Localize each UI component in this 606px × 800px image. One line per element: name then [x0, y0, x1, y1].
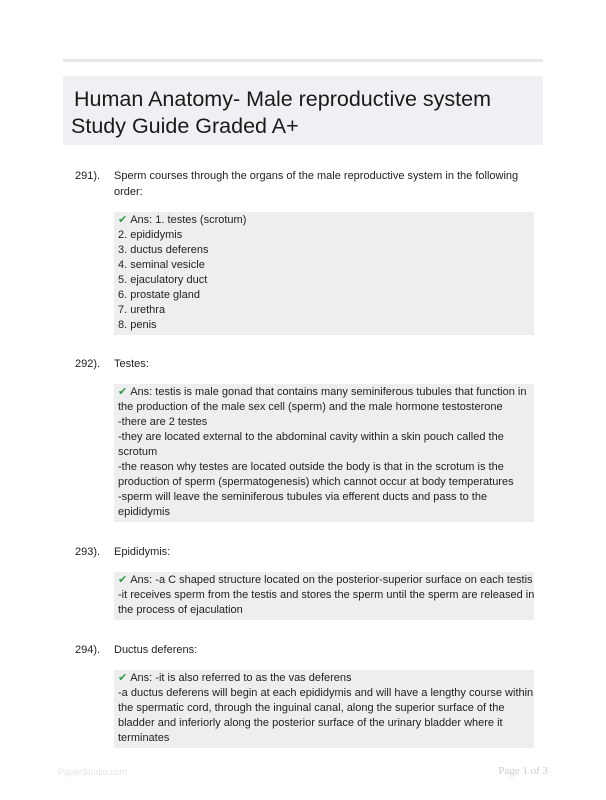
page-indicator: Page 1 of 3 [498, 765, 548, 777]
check-icon: ✔ [118, 672, 128, 684]
answer-line: the production of the male sex cell (sperm) and the male hormone testosterone [118, 401, 503, 413]
answer-line: 8. penis [118, 319, 157, 331]
answer-line: ✔ Ans: 1. testes (scrotum) [118, 214, 247, 226]
document-title-box [63, 76, 543, 145]
answer-line: production of sperm (spermatogenesis) which cannot occur at body temperatures [118, 476, 514, 488]
answer-box [114, 384, 534, 522]
answer-line: 2. epididymis [118, 229, 183, 241]
answer-line: 6. prostate gland [118, 289, 200, 301]
question-number: 292). [75, 358, 101, 370]
question-header [75, 356, 545, 372]
answer-line: -they are located external to the abdominal cavity within a skin pouch called the [118, 431, 504, 443]
check-icon: ✔ [118, 386, 128, 398]
top-divider [63, 59, 543, 62]
answer-line: ✔ Ans: -it is also referred to as the vas deferens [118, 672, 352, 684]
answer-line: the process of ejaculation [118, 604, 243, 616]
question-293 [75, 544, 545, 620]
question-text: Epididymis: [114, 546, 171, 558]
answer-line: bladder and inferiorly along the posterior surface of the urinary bladder where it [118, 717, 503, 729]
question-header [75, 544, 545, 560]
answer-line: the spermatic cord, through the inguinal canal, along the superior surface of the [118, 702, 505, 714]
answer-box [114, 212, 534, 335]
answer-line: epididymis [118, 506, 170, 518]
document-title-line-1: Human Anatomy- Male reproductive system [74, 87, 492, 111]
document-title-line-2: Study Guide Graded A+ [71, 114, 299, 138]
answer-line: 7. urethra [118, 304, 166, 316]
question-text: Ductus deferens: [114, 644, 198, 656]
answer-line: 5. ejaculatory duct [118, 274, 208, 286]
question-text: Testes: [114, 358, 149, 370]
answer-line: -sperm will leave the seminiferous tubules via efferent ducts and pass to the [118, 491, 488, 503]
question-294 [75, 642, 545, 748]
question-number: 293). [75, 546, 101, 558]
answer-line: 4. seminal vesicle [118, 259, 205, 271]
answer-line: -there are 2 testes [118, 416, 208, 428]
answer-box [114, 572, 534, 620]
question-number: 291). [75, 170, 101, 182]
answer-line: -a ductus deferens will begin at each epididymis and will have a lengthy course within [118, 687, 534, 699]
question-text: Sperm courses through the organs of the male reproductive system in the following order: [114, 170, 519, 198]
question-header [75, 168, 545, 200]
answer-box [114, 670, 534, 748]
answer-line: -it receives sperm from the testis and stores the sperm until the sperm are released in [118, 589, 535, 601]
footer-watermark: PaperStudio.com [58, 767, 128, 777]
answer-line: scrotum [118, 446, 158, 458]
answer-line: ✔ Ans: testis is male gonad that contains many seminiferous tubules that function in [118, 386, 527, 398]
question-291 [75, 168, 545, 335]
answer-line: terminates [118, 732, 170, 744]
answer-line: ✔ Ans: -a C shaped structure located on the posterior-superior surface on each testis [118, 574, 533, 586]
question-header [75, 642, 545, 658]
answer-line: 3. ductus deferens [118, 244, 209, 256]
question-292 [75, 356, 545, 522]
check-icon: ✔ [118, 214, 128, 226]
question-number: 294). [75, 644, 101, 656]
check-icon: ✔ [118, 574, 128, 586]
answer-line: -the reason why testes are located outside the body is that in the scrotum is the [118, 461, 504, 473]
